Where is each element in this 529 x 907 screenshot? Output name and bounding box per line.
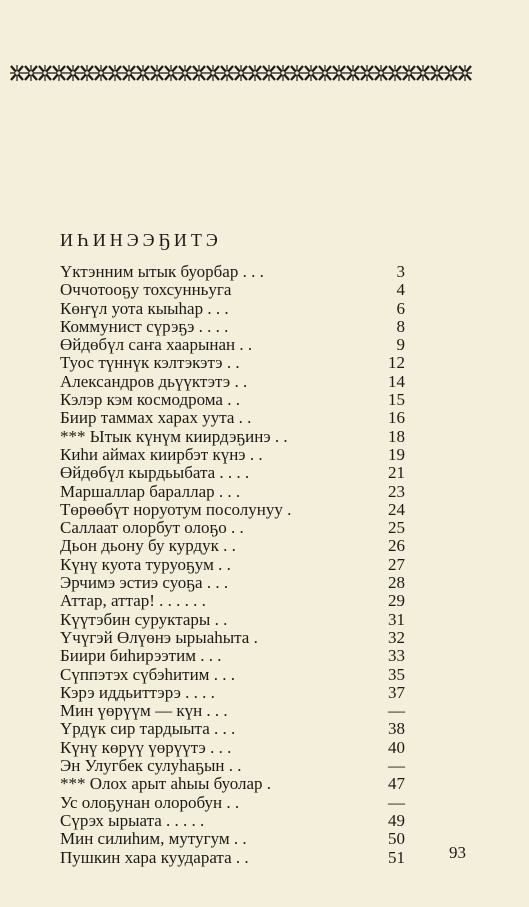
toc-entry-title: Биир таммах харах уута . . xyxy=(60,408,252,428)
ornament-motif xyxy=(360,65,374,81)
toc-entry-title: Сүппэтэх сүбэһитим . . . xyxy=(60,664,235,684)
toc-entry-title: Күнү куота туруоҕум . . xyxy=(60,554,231,574)
ornament-motif xyxy=(192,65,206,81)
toc-entry-title: Сүрэх ырыата . . . . . xyxy=(60,810,205,830)
toc-entry xyxy=(60,300,405,318)
toc-entry-title: Дьон дьону бу курдук . . xyxy=(60,536,236,556)
toc-entry-title: Мин үөрүүм — күн . . . xyxy=(60,701,228,721)
toc-entry-page: 15 xyxy=(388,390,405,410)
toc-entry xyxy=(60,409,405,427)
toc-entry xyxy=(60,757,405,775)
toc-entry-page: 27 xyxy=(388,554,405,574)
toc-entry xyxy=(60,812,405,830)
toc-entry-page: 31 xyxy=(388,609,405,629)
toc-entry xyxy=(60,464,405,482)
toc-entry xyxy=(60,373,405,391)
toc-entry-title: Коммунист сүрэҕэ . . . . xyxy=(60,316,229,336)
ornament-motif xyxy=(444,65,458,81)
toc-entry-title: *** Ытык күнүм киирдэҕинэ . . xyxy=(60,426,288,446)
toc-entry-title: *** Олох арыт аһыы буолар . xyxy=(60,774,272,794)
toc-entry-title: Көҥүл уота кыыһар . . . xyxy=(60,298,229,318)
toc-entry xyxy=(60,336,405,354)
toc-entry-page: 21 xyxy=(388,463,405,483)
ornament-motif xyxy=(178,65,192,81)
ornament-motif xyxy=(164,65,178,81)
ornament-motif xyxy=(290,65,304,81)
toc-entry-title: Аттар, аттар! . . . . . . xyxy=(60,591,206,611)
toc-entry-title: Биири биһирээтим . . . xyxy=(60,646,222,666)
toc-entry-title: Күнү көрүү үөрүүтэ . . . xyxy=(60,737,232,757)
toc-entry-page: 40 xyxy=(388,737,405,757)
toc-entry-page: 18 xyxy=(388,426,405,446)
toc-entry xyxy=(60,647,405,665)
ornament-motif xyxy=(136,65,150,81)
ornament-motif xyxy=(220,65,234,81)
decorative-border-ornament xyxy=(10,63,472,83)
toc-entry xyxy=(60,574,405,592)
toc-entry-page: 33 xyxy=(388,646,405,666)
toc-entry-title: Кэрэ иддьиттэрэ . . . . xyxy=(60,682,215,702)
toc-entry xyxy=(60,391,405,409)
toc-entry-title: Күүтэбин суруктары . . xyxy=(60,609,228,629)
toc-entry-page: 4 xyxy=(396,280,405,300)
toc-entry xyxy=(60,318,405,336)
toc-entry xyxy=(60,849,405,867)
toc-entry-title: Киһи аймах киирбэт күнэ . . xyxy=(60,444,263,464)
toc-entry-page: 29 xyxy=(388,591,405,611)
toc-entry-title: Оччотооҕу тохсунньуга xyxy=(60,280,232,300)
ornament-motif xyxy=(24,65,38,81)
ornament-motif xyxy=(38,65,52,81)
toc-entry xyxy=(60,611,405,629)
toc-entry xyxy=(60,720,405,738)
ornament-motif xyxy=(318,65,332,81)
ornament-motif xyxy=(276,65,290,81)
toc-entry xyxy=(60,354,405,372)
toc-entry-page: 24 xyxy=(388,499,405,519)
toc-entry-page: 23 xyxy=(388,481,405,501)
toc-entry-title: Төрөөбүт норуотум посолунуу . xyxy=(60,499,292,519)
ornament-motif xyxy=(304,65,318,81)
ornament-motif xyxy=(234,65,248,81)
toc-entry-page: 3 xyxy=(396,262,405,281)
ornament-motif xyxy=(458,65,472,81)
toc-entry xyxy=(60,483,405,501)
toc-entry-page: 16 xyxy=(388,408,405,428)
toc-entry-title: Эн Улугбек сулуһаҕын . . xyxy=(60,756,242,776)
toc-entry xyxy=(60,775,405,793)
toc-entry xyxy=(60,556,405,574)
toc-entry xyxy=(60,446,405,464)
toc-entry-page: 9 xyxy=(396,335,405,355)
toc-entry xyxy=(60,263,405,281)
toc-entry-page: 32 xyxy=(388,627,405,647)
toc-entry xyxy=(60,428,405,446)
ornament-motif xyxy=(388,65,402,81)
ornament-motif xyxy=(108,65,122,81)
toc-entry-title: Александров дьүүктэтэ . . xyxy=(60,371,248,391)
ornament-motif xyxy=(10,65,24,81)
toc-entry-title: Саллаат олорбут олоҕо . . xyxy=(60,518,244,538)
ornament-motif xyxy=(374,65,388,81)
ornament-motif xyxy=(402,65,416,81)
ornament-motif xyxy=(80,65,94,81)
toc-entry-page: 47 xyxy=(388,774,405,794)
toc-entry xyxy=(60,830,405,848)
toc-entry-title: Үктэнним ытык буорбар . . . xyxy=(60,262,264,281)
contents-heading: ИҺИНЭЭҔИТЭ xyxy=(60,230,222,250)
ornament-motif xyxy=(206,65,220,81)
toc-entry-page: 35 xyxy=(388,664,405,684)
toc-entry xyxy=(60,739,405,757)
toc-entry-page: 19 xyxy=(388,444,405,464)
ornament-motif xyxy=(346,65,360,81)
toc-entry-title: Кэлэр кэм космодрома . . xyxy=(60,390,240,410)
toc-entry xyxy=(60,281,405,299)
toc-entry-page: 8 xyxy=(396,316,405,336)
ornament-motif xyxy=(94,65,108,81)
toc-entry-title: Өйдөбүл саҥа хаарынан . . xyxy=(60,335,253,355)
toc-entry xyxy=(60,592,405,610)
ornament-motif xyxy=(430,65,444,81)
ornament-motif xyxy=(262,65,276,81)
toc-entry-title: Туос түннүк кэлтэкэтэ . . xyxy=(60,353,240,373)
toc-entry xyxy=(60,629,405,647)
ornament-motif xyxy=(122,65,136,81)
toc-entry-page: — xyxy=(388,792,405,812)
toc-entry-page: 12 xyxy=(388,353,405,373)
ornament-motif xyxy=(248,65,262,81)
toc-entry-page: 28 xyxy=(388,573,405,593)
toc-entry-page: 49 xyxy=(388,810,405,830)
toc-entry-title: Мин силиһим, мутугум . . xyxy=(60,829,247,849)
toc-entry xyxy=(60,537,405,555)
toc-entry-title: Пушкин хара куударата . . xyxy=(60,847,249,867)
toc-entry xyxy=(60,702,405,720)
toc-entry-title: Эрчимэ эстиэ суоҕа . . . xyxy=(60,573,229,593)
toc-entry-page: 14 xyxy=(388,371,405,391)
toc-entry-page: 51 xyxy=(388,847,405,867)
ornament-motif xyxy=(416,65,430,81)
page-number: 93 xyxy=(449,843,466,862)
toc-entry xyxy=(60,684,405,702)
toc-entry xyxy=(60,501,405,519)
ornament-motif xyxy=(52,65,66,81)
toc-entry-page: 37 xyxy=(388,682,405,702)
toc-entry-page: 6 xyxy=(396,298,405,318)
toc-entry-page: 50 xyxy=(388,829,405,849)
toc-entry-title: Ус олоҕунан олоробун . . xyxy=(60,792,240,812)
toc-entry-title: Маршаллар бараллар . . . xyxy=(60,481,241,501)
toc-entry-page: — xyxy=(388,701,405,721)
toc-entry-page: 25 xyxy=(388,518,405,538)
toc-entry-page: — xyxy=(388,756,405,776)
ornament-motif xyxy=(332,65,346,81)
ornament-motif xyxy=(150,65,164,81)
ornament-motif xyxy=(66,65,80,81)
toc-entry xyxy=(60,794,405,812)
toc-entry-page: 26 xyxy=(388,536,405,556)
toc-entry-page: 38 xyxy=(388,719,405,739)
toc-entry-title: Өйдөбүл кырдьыбата . . . . xyxy=(60,463,250,483)
toc-entry xyxy=(60,519,405,537)
table-of-contents xyxy=(60,263,405,867)
toc-entry xyxy=(60,666,405,684)
toc-entry-title: Үрдүк сир тардыыта . . . xyxy=(60,719,236,739)
toc-entry-title: Үчүгэй Өлүөнэ ырыаһыта . xyxy=(60,627,258,647)
